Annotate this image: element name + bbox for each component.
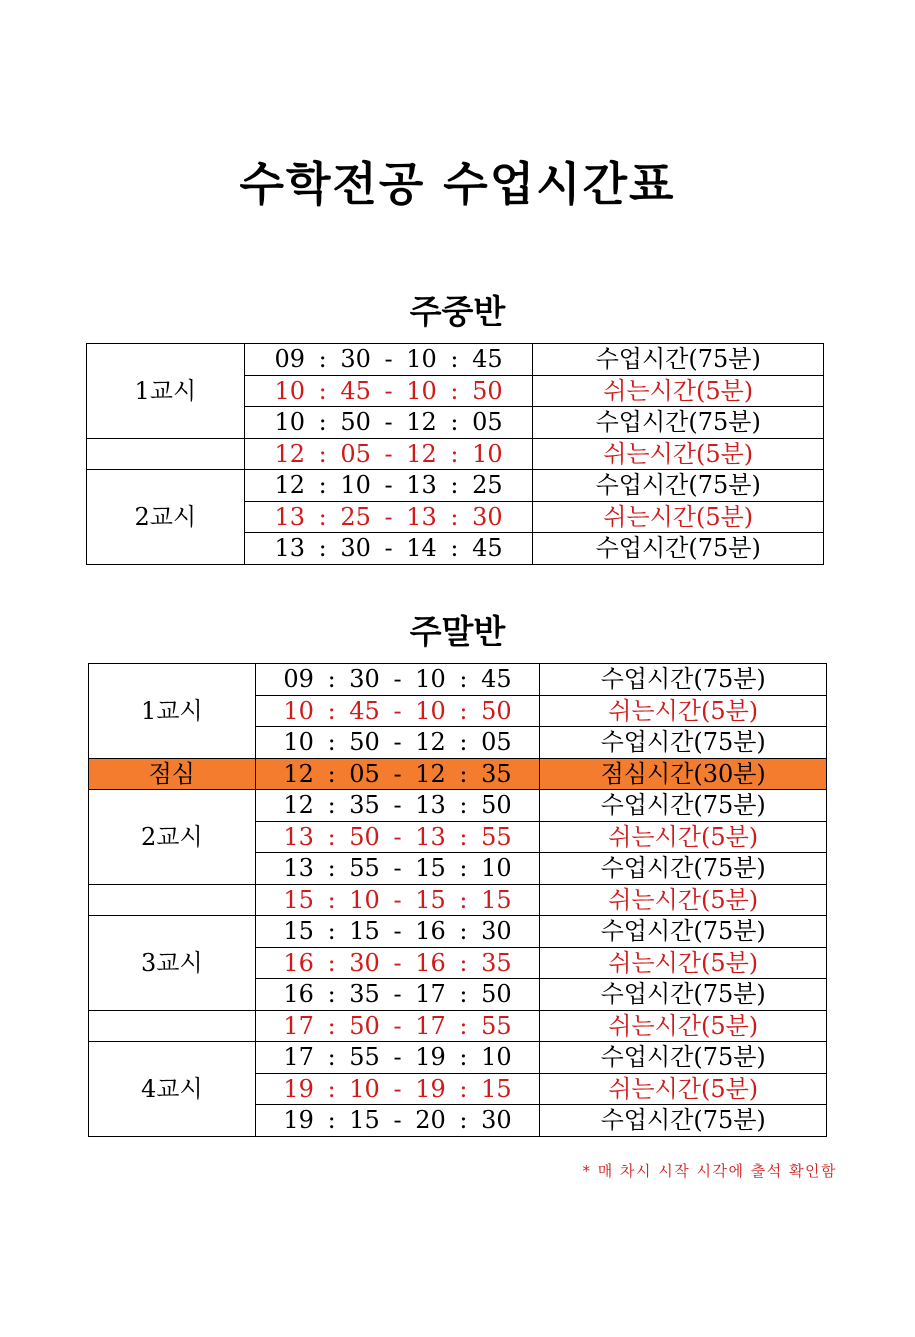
timetable-row	[87, 344, 824, 376]
session-label-cell: 쉬는시간(5분)	[540, 1073, 827, 1105]
time-range-cell	[244, 533, 533, 565]
period-cell	[89, 884, 256, 916]
timetable-row	[89, 664, 827, 696]
time-range-cell	[255, 947, 540, 979]
period-cell: 2교시	[89, 790, 256, 885]
time-range-cell	[255, 979, 540, 1011]
time-range-cell	[255, 1042, 540, 1074]
period-cell: 3교시	[89, 916, 256, 1011]
time-range-cell	[244, 407, 533, 439]
time-range-text: 19 : 10 - 19 : 15	[283, 1074, 512, 1103]
time-range-text: 12 : 05 - 12 : 10	[274, 439, 503, 468]
session-label-cell: 쉬는시간(5분)	[540, 884, 827, 916]
timetable-row	[89, 916, 827, 948]
session-label-cell: 수업시간(75분)	[540, 790, 827, 822]
time-range-cell	[244, 470, 533, 502]
session-label-cell: 수업시간(75분)	[540, 1042, 827, 1074]
time-range-text: 13 : 30 - 14 : 45	[274, 534, 503, 563]
time-range-text: 17 : 50 - 17 : 55	[283, 1011, 512, 1040]
period-cell: 점심	[89, 758, 256, 790]
session-label-cell: 수업시간(75분)	[540, 979, 827, 1011]
session-label-cell: 쉬는시간(5분)	[540, 821, 827, 853]
session-label-cell: 쉬는시간(5분)	[533, 375, 824, 407]
time-range-text: 16 : 35 - 17 : 50	[283, 980, 512, 1009]
time-range-text: 10 : 50 - 12 : 05	[283, 728, 512, 757]
time-range-cell	[255, 1010, 540, 1042]
time-range-cell	[255, 664, 540, 696]
time-range-cell	[255, 1073, 540, 1105]
time-range-text: 12 : 10 - 13 : 25	[274, 471, 503, 500]
timetable-row	[89, 884, 827, 916]
session-label-cell: 수업시간(75분)	[533, 470, 824, 502]
time-range-text: 15 : 15 - 16 : 30	[283, 917, 512, 946]
time-range-text: 13 : 25 - 13 : 30	[274, 502, 503, 531]
session-label-cell: 점심시간(30분)	[540, 758, 827, 790]
session-label-cell: 수업시간(75분)	[540, 664, 827, 696]
period-cell	[89, 1010, 256, 1042]
time-range-text: 10 : 45 - 10 : 50	[283, 696, 512, 725]
time-range-text: 16 : 30 - 16 : 35	[283, 948, 512, 977]
time-range-text: 09 : 30 - 10 : 45	[283, 665, 512, 694]
time-range-text: 12 : 35 - 13 : 50	[283, 791, 512, 820]
weekday-timetable	[86, 343, 824, 565]
timetable-row	[89, 790, 827, 822]
timetable-row	[87, 470, 824, 502]
time-range-cell	[255, 1105, 540, 1137]
time-range-text: 13 : 55 - 15 : 10	[283, 854, 512, 883]
period-cell	[87, 438, 245, 470]
time-range-text: 15 : 10 - 15 : 15	[283, 885, 512, 914]
period-cell: 4교시	[89, 1042, 256, 1137]
timetable-row	[89, 758, 827, 790]
time-range-text: 19 : 15 - 20 : 30	[283, 1106, 512, 1135]
time-range-cell	[244, 344, 533, 376]
time-range-cell	[244, 501, 533, 533]
period-cell: 1교시	[89, 664, 256, 759]
session-label-cell: 쉬는시간(5분)	[540, 1010, 827, 1042]
time-range-cell	[255, 853, 540, 885]
period-cell: 2교시	[87, 470, 245, 565]
time-range-cell	[255, 727, 540, 759]
time-range-text: 10 : 50 - 12 : 05	[274, 408, 503, 437]
session-label-cell: 쉬는시간(5분)	[533, 501, 824, 533]
session-label-cell: 수업시간(75분)	[533, 533, 824, 565]
time-range-cell	[255, 884, 540, 916]
attendance-footnote: * 매 차시 시작 시각에 출석 확인함	[582, 1162, 837, 1180]
time-range-text: 10 : 45 - 10 : 50	[274, 376, 503, 405]
session-label-cell: 수업시간(75분)	[540, 916, 827, 948]
timetable-row	[89, 1042, 827, 1074]
session-label-cell: 쉬는시간(5분)	[540, 947, 827, 979]
weekday-section-title: 주중반	[409, 292, 506, 331]
time-range-text: 09 : 30 - 10 : 45	[274, 345, 503, 374]
session-label-cell: 수업시간(75분)	[540, 1105, 827, 1137]
session-label-cell: 쉬는시간(5분)	[533, 438, 824, 470]
time-range-cell	[255, 821, 540, 853]
time-range-cell	[255, 790, 540, 822]
session-label-cell: 수업시간(75분)	[540, 853, 827, 885]
time-range-cell	[255, 758, 540, 790]
time-range-text: 13 : 50 - 13 : 55	[283, 822, 512, 851]
period-cell: 1교시	[87, 344, 245, 439]
timetable-row	[89, 1010, 827, 1042]
timetable-row	[87, 438, 824, 470]
weekend-section-title: 주말반	[409, 612, 506, 651]
weekend-timetable	[88, 663, 827, 1137]
session-label-cell: 수업시간(75분)	[533, 407, 824, 439]
session-label-cell: 수업시간(75분)	[540, 727, 827, 759]
time-range-cell	[244, 375, 533, 407]
time-range-text: 12 : 05 - 12 : 35	[283, 759, 512, 788]
page-title: 수학전공 수업시간표	[239, 157, 676, 211]
time-range-text: 17 : 55 - 19 : 10	[283, 1043, 512, 1072]
session-label-cell: 쉬는시간(5분)	[540, 695, 827, 727]
time-range-cell	[244, 438, 533, 470]
time-range-cell	[255, 695, 540, 727]
time-range-cell	[255, 916, 540, 948]
session-label-cell: 수업시간(75분)	[533, 344, 824, 376]
